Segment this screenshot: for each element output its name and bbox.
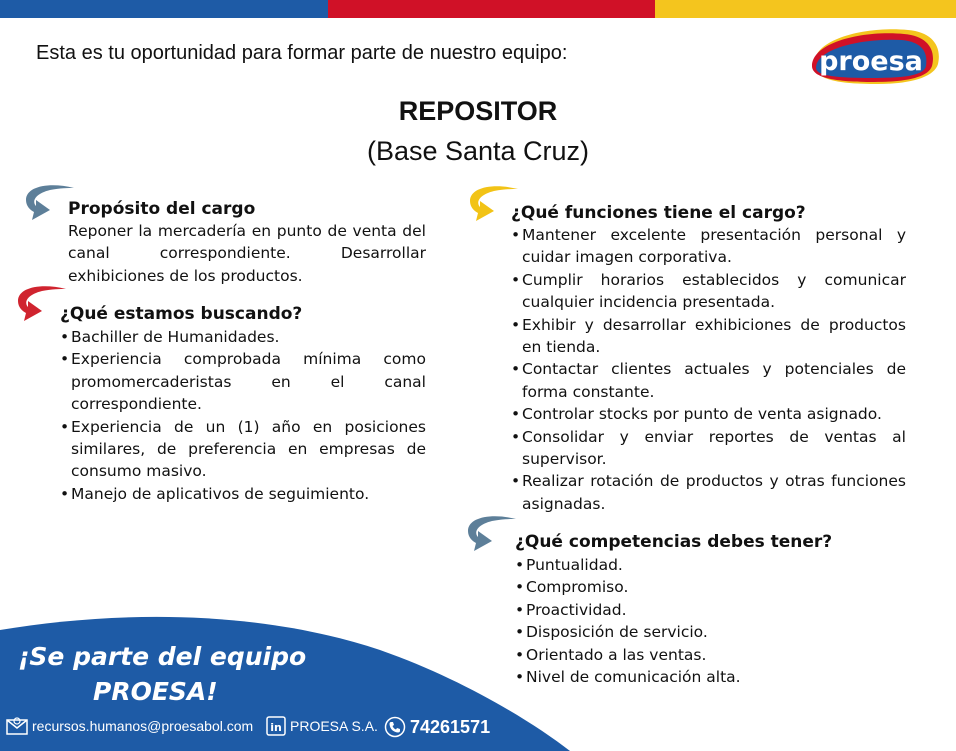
list-item: • Proactividad. <box>515 600 627 619</box>
envelope-icon <box>6 716 28 736</box>
contact-phone[interactable] <box>384 716 490 738</box>
list-item: • Puntualidad. <box>515 556 623 574</box>
top-bar-red <box>328 0 655 18</box>
list-item: • Orientado a las ventas. <box>515 645 707 664</box>
top-bar-blue <box>0 0 328 18</box>
job-title: REPOSITOR <box>398 96 558 126</box>
list-item: • Exhibir y desarrollar exhibiciones de productos en tienda. <box>511 315 906 357</box>
svg-text:in: in <box>270 721 282 734</box>
top-bar-yellow <box>655 0 956 18</box>
list-item: • Compromiso. <box>515 578 629 597</box>
contact-email[interactable] <box>6 716 253 736</box>
phone-icon <box>384 716 406 738</box>
list-item: • Manejo de aplicativos de seguimiento. <box>60 484 370 503</box>
logo-text: proesa <box>819 46 923 77</box>
top-color-bar <box>0 0 956 18</box>
phone-number: 74261571 <box>410 716 491 737</box>
list-item: • Realizar rotación de productos y otras funciones asignadas. <box>511 472 906 513</box>
slogan-line-1: ¡Se parte del equipo <box>18 642 307 671</box>
slogan-line-2: PROESA! <box>93 677 218 706</box>
list-item: • Mantener excelente presentación personal y cuidar imagen corporativa. <box>511 226 906 267</box>
list-item: • Disposición de servicio. <box>515 623 708 642</box>
list-item: • Experiencia comprobada mínima como promomercaderistas en el canal correspondiente. <box>60 350 426 414</box>
linkedin-icon <box>266 716 286 736</box>
funciones-list <box>511 224 906 515</box>
proposito-heading: Propósito del cargo <box>68 199 256 219</box>
list-item: • Controlar stocks por punto de venta asignado. <box>511 405 882 424</box>
list-item: • Bachiller de Humanidades. <box>60 328 280 346</box>
competencias-heading: ¿Qué competencias debes tener? <box>515 532 833 552</box>
curved-arrow-icon <box>462 514 518 554</box>
list-item: • Contactar clientes actuales y potenciales de forma constante. <box>511 360 906 401</box>
linkedin-text: PROESA S.A. <box>290 718 378 734</box>
buscando-list <box>60 326 426 505</box>
list-item: • Nivel de comunicación alta. <box>515 668 741 687</box>
proesa-logo <box>808 24 942 86</box>
funciones-heading: ¿Qué funciones tiene el cargo? <box>511 203 806 223</box>
email-text: recursos.humanos@proesabol.com <box>32 718 254 734</box>
list-item: • Cumplir horarios establecidos y comunicar cualquier incidencia presentada. <box>511 270 906 312</box>
contact-linkedin[interactable] <box>266 716 378 736</box>
buscando-heading: ¿Qué estamos buscando? <box>60 304 303 324</box>
list-item: • Experiencia de un (1) año en posiciones similares, de preferencia en empresas de consumo masivo. <box>60 417 426 481</box>
intro-text: Esta es tu oportunidad para formar parte de nuestro equipo: <box>36 42 568 64</box>
list-item: • Consolidar y enviar reportes de ventas al supervisor. <box>511 427 906 469</box>
proposito-text: Reponer la mercadería en punto de venta del canal correspondiente. Desarrollar exhibiciones de los productos. <box>68 222 426 285</box>
job-location: (Base Santa Cruz) <box>366 136 590 166</box>
